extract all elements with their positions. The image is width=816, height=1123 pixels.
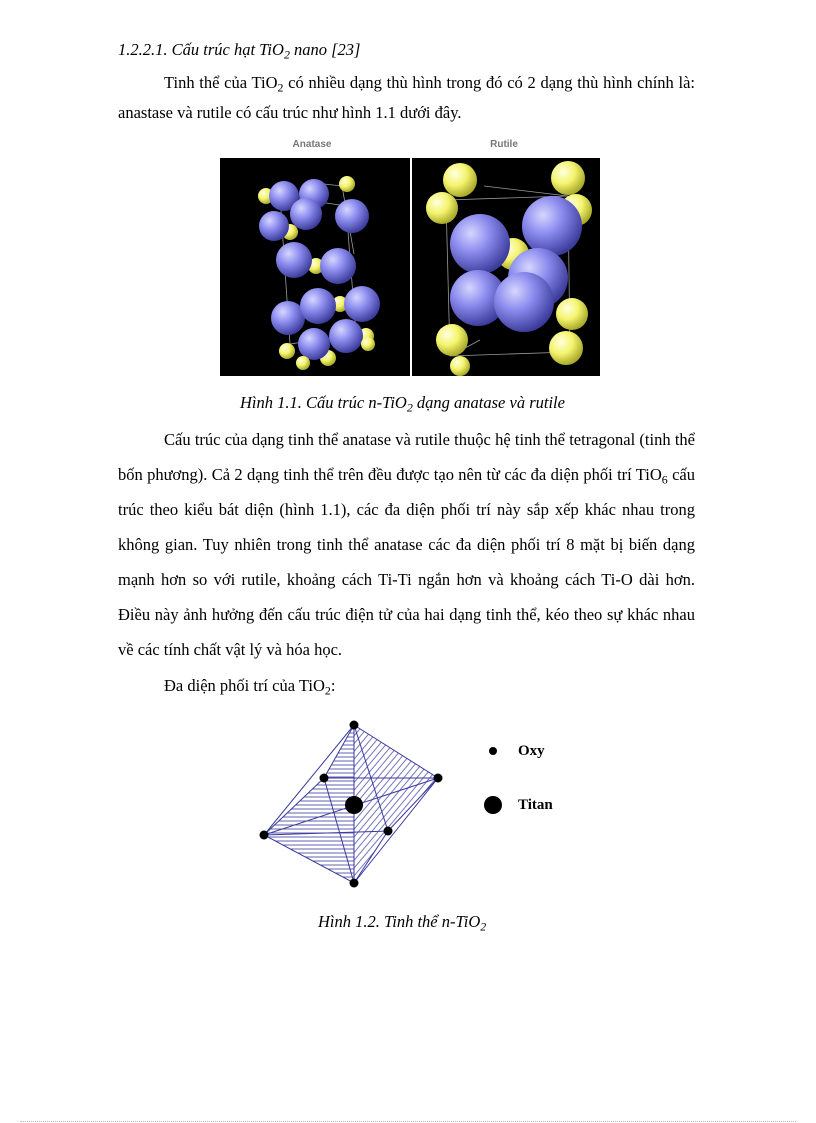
- figure-2-caption-text: Hình 1.2. Tinh thể n-TiO: [318, 912, 481, 931]
- rutile-oxygen-atom: [426, 192, 458, 224]
- anatase-oxygen-atom: [361, 337, 375, 351]
- paragraph-intro-text-b: có nhiều dạng thù hình trong đó có 2 dạng thù hình chính là: anastase và rutile có cấu trúc như hình 1.1 dưới đây.: [118, 73, 695, 122]
- crystal-structure-figure: [218, 134, 602, 380]
- paragraph-structure-subscript: 6: [661, 472, 668, 487]
- legend-oxygen-label: Oxy: [518, 743, 545, 759]
- anatase-titanium-atom: [290, 198, 322, 230]
- section-number: 1.2.2.1.: [118, 40, 168, 59]
- figure-1-caption: [240, 393, 565, 413]
- paragraph-structure-text-a: Cấu trúc của dạng tinh thể anatase và rutile thuộc hệ tinh thể tetragonal (tinh thể bốn phương). Cả 2 dạng tinh thể trên đều được tạo nên từ các đa diện phối trí TiO: [118, 430, 695, 484]
- section-title-subscript: 2: [283, 47, 290, 62]
- rutile-oxygen-atom: [556, 298, 588, 330]
- rutile-label: Rutile: [490, 139, 518, 150]
- paragraph-structure: [118, 422, 695, 667]
- anatase-oxygen-atom: [296, 356, 310, 370]
- anatase-titanium-atom: [271, 301, 305, 335]
- oxygen-vertex-atom: [350, 879, 359, 888]
- anatase-titanium-atom: [344, 286, 380, 322]
- paragraph-coordination-text-b: :: [330, 676, 336, 695]
- paragraph-structure-text-b: cấu trúc theo kiểu bát diện (hình 1.1), các đa diện phối trí này sắp xếp khác nhau trong không gian. Tuy nhiên trong tinh thể anatase các đa diện phối trí 8 mặt bị biến dạng mạnh hơn so với rutile, khoảng cách Ti-Ti ngắn hơn và khoảng cách Ti-O dài hơn. Điều này ảnh hưởng đến cấu trúc điện tử của hai dạng tinh thể, kéo theo sự khác nhau về các tính chất vật lý và hóa học.: [118, 465, 695, 659]
- anatase-titanium-atom: [276, 242, 312, 278]
- titanium-center-atom: [345, 796, 363, 814]
- rutile-oxygen-atom: [443, 163, 477, 197]
- figure-1-caption-text-a: Hình 1.1. Cấu trúc n-TiO: [240, 393, 407, 412]
- rutile-oxygen-atom: [436, 324, 468, 356]
- octahedron-legend: [484, 743, 553, 814]
- anatase-label: Anatase: [292, 139, 332, 150]
- anatase-panel: [220, 158, 410, 376]
- rutile-oxygen-atom: [549, 331, 583, 365]
- anatase-titanium-atom: [320, 248, 356, 284]
- anatase-oxygen-atom: [279, 343, 295, 359]
- oxygen-vertex-atom: [260, 831, 269, 840]
- rutile-titanium-atom: [494, 272, 554, 332]
- oxygen-vertex-atom: [384, 827, 393, 836]
- anatase-titanium-atom: [335, 199, 369, 233]
- paragraph-coordination-subscript: 2: [324, 683, 331, 698]
- rutile-titanium-atom: [450, 214, 510, 274]
- figure-2-caption-subscript: 2: [480, 919, 487, 934]
- anatase-oxygen-atom: [339, 176, 355, 192]
- paragraph-coordination-text-a: Đa diện phối trí của TiO: [164, 676, 325, 695]
- paragraph-coordination: [164, 676, 335, 696]
- anatase-titanium-atom: [329, 319, 363, 353]
- oxygen-vertex-atom: [320, 774, 329, 783]
- oxygen-vertex-atom: [434, 774, 443, 783]
- anatase-titanium-atom: [259, 211, 289, 241]
- section-title-tail: nano [23]: [289, 40, 361, 59]
- figure-1-caption-text-b: dạng anatase và rutile: [412, 393, 565, 412]
- figure-1-caption-subscript: 2: [406, 400, 413, 415]
- legend-titanium-label: Titan: [518, 797, 553, 813]
- legend-titanium-dot: [484, 796, 502, 814]
- rutile-panel: [412, 158, 600, 376]
- section-title: Cấu trúc hạt TiO: [171, 40, 284, 59]
- rutile-oxygen-atom: [450, 356, 470, 376]
- paragraph-intro-text-a: Tinh thể của TiO: [164, 73, 278, 92]
- rutile-titanium-atom: [522, 196, 582, 256]
- anatase-titanium-atom: [298, 328, 330, 360]
- oxygen-vertex-atom: [350, 721, 359, 730]
- page-bottom-rule: [20, 1121, 796, 1122]
- legend-oxygen-dot: [489, 747, 497, 755]
- paragraph-intro: [118, 68, 695, 128]
- paragraph-intro-subscript: 2: [277, 80, 284, 95]
- anatase-titanium-atom: [300, 288, 336, 324]
- section-heading: [118, 40, 360, 60]
- octahedron-drawing: [260, 721, 443, 888]
- octahedron-figure: [258, 715, 578, 895]
- rutile-oxygen-atom: [551, 161, 585, 195]
- figure-2-caption: [318, 912, 486, 932]
